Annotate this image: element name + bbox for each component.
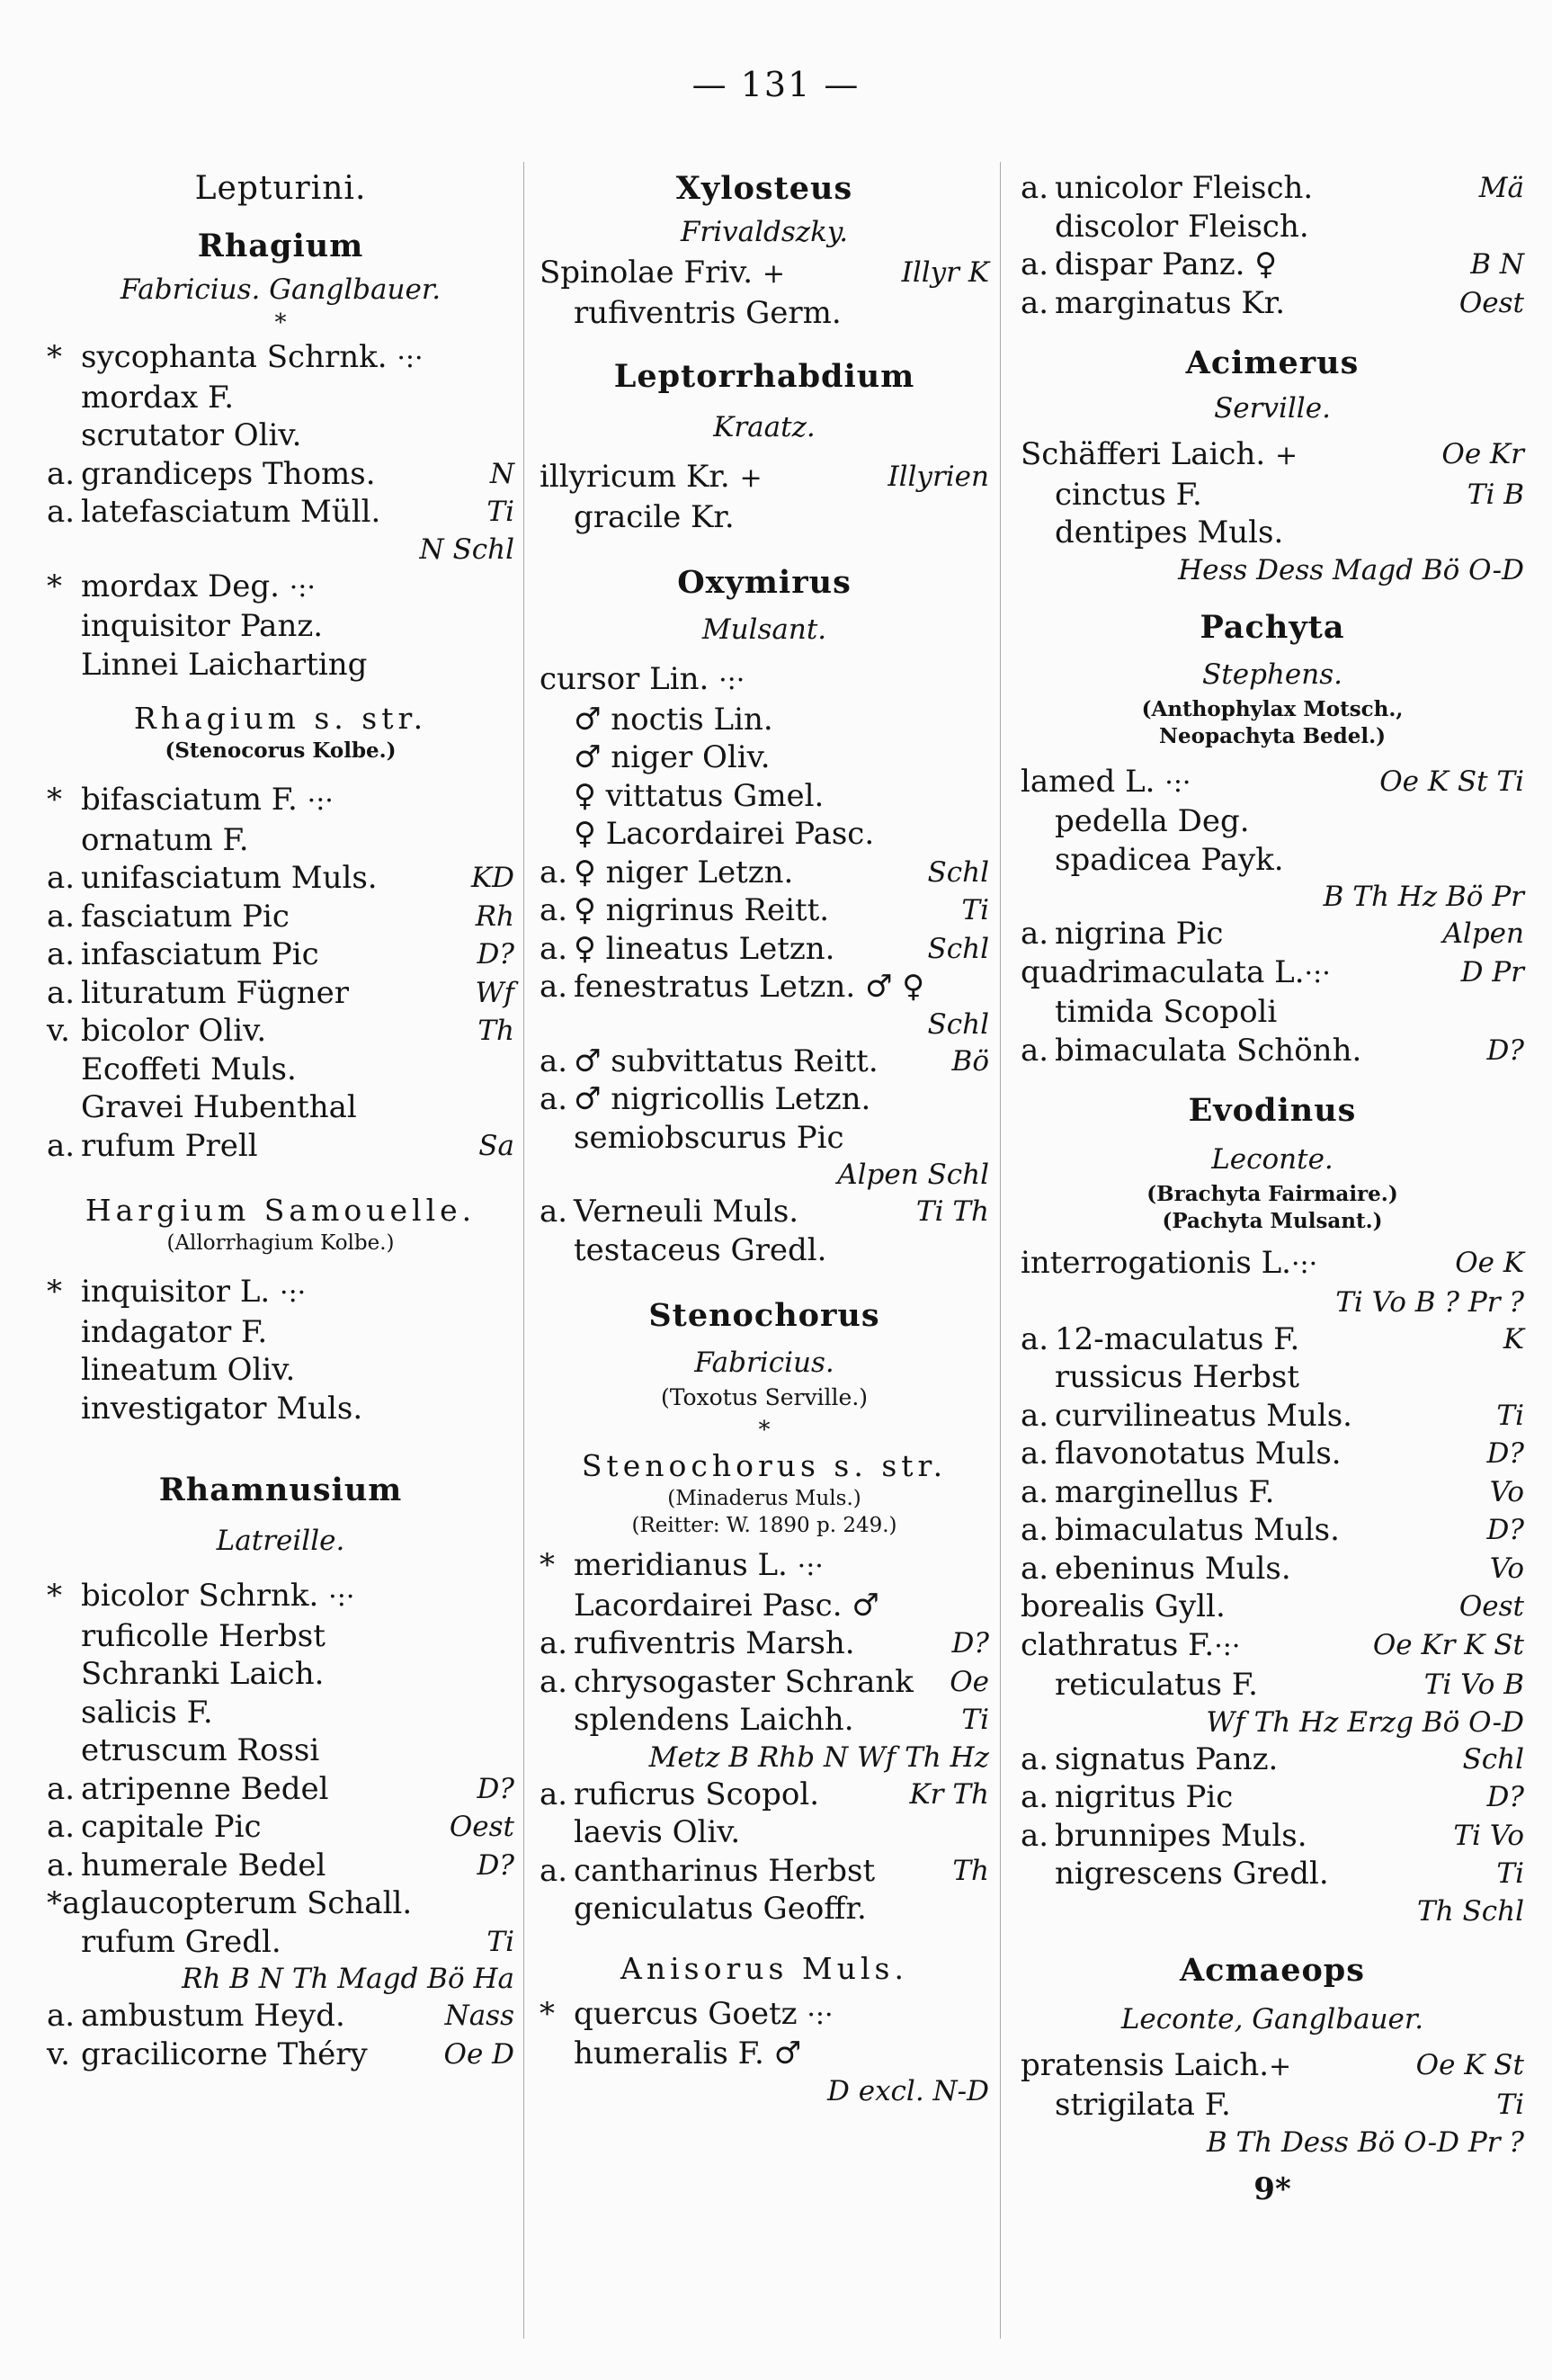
synonym-entry: discolor Fleisch. xyxy=(1055,208,1309,245)
synonym-entry: gracile Kr. xyxy=(574,498,735,535)
genus-heading: Oxymirus xyxy=(677,564,852,601)
species-entry: * bifasciatum F. ·:· xyxy=(47,782,334,818)
genus-heading: Acimerus xyxy=(1185,344,1360,381)
species-entry: * bicolor Schrnk. ·:· xyxy=(47,1578,355,1614)
signature-mark: 9* xyxy=(1253,2170,1291,2207)
aberration-entry: a. grandiceps Thoms. N xyxy=(47,455,514,492)
subgenus-note: (Reitter: W. 1890 p. 249.) xyxy=(631,1514,897,1537)
locality-line: B Th Dess Bö O-D Pr ? xyxy=(1206,2125,1524,2159)
genus-author: Fabricius. Ganglbauer. xyxy=(120,273,442,306)
aberration-entry: a. ambustum Heyd. Nass xyxy=(47,1998,514,2034)
aberration-entry: a. fasciatum Pic Rh xyxy=(47,898,514,935)
synonym-entry: spadicea Payk. xyxy=(1055,841,1284,878)
genus-author: Kraatz. xyxy=(713,411,816,443)
species-entry: * meridianus L. ·:· xyxy=(540,1547,824,1583)
aberration-entry: a. ruficrus Scopol. Kr Th xyxy=(540,1776,989,1812)
genus-heading: Rhagium xyxy=(197,228,364,264)
column-3 xyxy=(1021,169,1524,2209)
synonym-entry: reticulatus F. Ti Vo B xyxy=(1055,1667,1524,1703)
column-divider xyxy=(523,162,524,2339)
species-entry: illyricum Kr. + Illyrien xyxy=(540,459,989,495)
aberration-entry: a. chrysogaster Schrank Oe xyxy=(540,1663,989,1700)
genus-author: Serville. xyxy=(1214,392,1331,425)
synonym-entry: semiobscurus Pic xyxy=(574,1119,844,1156)
aberration-entry: a. lituratum Fügner Wf xyxy=(47,974,514,1011)
synonym-entry: ♀ vittatus Gmel. xyxy=(574,777,825,814)
synonym-entry: mordax F. xyxy=(81,379,235,416)
synonym-entry: ornatum F. xyxy=(81,821,249,858)
synonym-entry: indagator F. xyxy=(81,1313,268,1350)
species-entry: borealis Gyll. Oest xyxy=(1021,1588,1524,1624)
species-entry: interrogationis L.·:· Oe K xyxy=(1021,1245,1524,1281)
synonym-entry: cinctus F. Ti B xyxy=(1055,476,1524,513)
aberration-entry: a. bimaculata Schönh. D? xyxy=(1021,1032,1524,1069)
aberration-entry: a. curvilineatus Muls. Ti xyxy=(1021,1397,1524,1434)
aberration-entry: a. capitale Pic Oest xyxy=(47,1809,514,1845)
species-entry: quadrimaculata L.·:· D Pr xyxy=(1021,953,1524,990)
aberration-entry: a. bimaculatus Muls. D? xyxy=(1021,1512,1524,1548)
species-entry: * quercus Goetz ·:· xyxy=(540,1995,834,2032)
page-number: — 131 — xyxy=(691,65,861,104)
synonym-entry: dentipes Muls. xyxy=(1055,514,1284,550)
synonym-entry: etruscum Rossi xyxy=(81,1732,320,1768)
locality-line: Th Schl xyxy=(1417,1894,1524,1928)
genus-note: Neopachyta Bedel.) xyxy=(1158,723,1387,748)
species-entry: lamed L. ·:· Oe K St Ti xyxy=(1021,763,1524,800)
column-divider xyxy=(1000,162,1001,2339)
aberration-entry: a. humerale Bedel D? xyxy=(47,1847,514,1883)
subgenus-heading: Hargium Samouelle. xyxy=(85,1193,477,1228)
genus-author: Stephens. xyxy=(1202,658,1342,691)
aberration-entry: a. brunnipes Muls. Ti Vo xyxy=(1021,1817,1524,1854)
aberration-entry: a. infasciatum Pic D? xyxy=(47,936,514,972)
aberration-entry: a. marginellus F. Vo xyxy=(1021,1473,1524,1510)
species-entry: Spinolae Friv. + Illyr K xyxy=(540,255,989,291)
subgenus-heading: Stenochorus s. str. xyxy=(581,1448,948,1483)
synonym-entry: laevis Oliv. xyxy=(574,1814,741,1850)
synonym-entry: strigilata F. Ti xyxy=(1055,2087,1524,2123)
species-entry: * mordax Deg. ·:· xyxy=(47,568,316,604)
genus-heading: Evodinus xyxy=(1188,1092,1357,1129)
synonym-entry: splendens Laichh. Ti xyxy=(574,1702,989,1738)
subgenus-heading: Anisorus Muls. xyxy=(620,1950,908,1986)
aberration-entry: a. atripenne Bedel D? xyxy=(47,1770,514,1807)
synonym-entry: rufiventris Germ. xyxy=(574,294,842,331)
column-2 xyxy=(540,169,989,2109)
aberration-entry: *a.glaucopterum Schall. xyxy=(47,1885,413,1921)
species-entry: pratensis Laich.+ Oe K St xyxy=(1021,2046,1524,2083)
locality-line: N Schl xyxy=(419,532,514,566)
synonym-entry: testaceus Gredl. xyxy=(574,1231,827,1268)
synonym-entry: ruficolle Herbst xyxy=(81,1617,326,1654)
synonym-entry: pedella Deg. xyxy=(1055,803,1250,839)
separator-asterisk: * xyxy=(758,1417,771,1444)
genus-heading: Stenochorus xyxy=(648,1297,880,1334)
aberration-entry: a. ♂ subvittatus Reitt. Bö xyxy=(540,1042,989,1079)
genus-heading: Leptorrhabdium xyxy=(613,358,915,395)
genus-author: Fabricius. xyxy=(694,1347,834,1379)
synonym-entry: ♂ noctis Lin. xyxy=(574,701,773,738)
synonym-entry: lineatum Oliv. xyxy=(81,1352,296,1388)
aberration-entry: a. ♀ nigrinus Reitt. Ti xyxy=(540,892,989,928)
synonym-entry: geniculatus Geoffr. xyxy=(574,1891,867,1927)
locality-line: D excl. N-D xyxy=(827,2074,989,2107)
aberration-entry: a. Verneuli Muls. Ti Th xyxy=(540,1194,989,1230)
synonym-entry: Schranki Laich. xyxy=(81,1656,325,1692)
genus-author: Leconte. xyxy=(1211,1143,1333,1176)
variety-entry: v. bicolor Oliv. Th xyxy=(47,1013,514,1049)
locality-line: Alpen Schl xyxy=(837,1159,989,1191)
genus-note: (Toxotus Serville.) xyxy=(660,1384,869,1410)
synonym-entry: rufum Gredl. Ti xyxy=(81,1923,514,1960)
synonym-entry: Linnei Laicharting xyxy=(81,646,368,683)
synonym-entry: ♀ Lacordairei Pasc. xyxy=(574,816,875,852)
subgenus-note: (Minaderus Muls.) xyxy=(667,1487,861,1510)
subgenus-note: (Allorrhagium Kolbe.) xyxy=(166,1231,395,1255)
aberration-entry: a. nigritus Pic D? xyxy=(1021,1779,1524,1815)
genus-author: Leconte, Ganglbauer. xyxy=(1120,2002,1424,2036)
aberration-entry: a. ebeninus Muls. Vo xyxy=(1021,1550,1524,1587)
locality-line: Rh B N Th Magd Bö Ha xyxy=(182,1963,514,1995)
aberration-entry: a. marginatus Kr. Oest xyxy=(1021,284,1524,321)
aberration-entry: a. flavonotatus Muls. D? xyxy=(1021,1436,1524,1472)
tribe-heading: Lepturini. xyxy=(194,170,367,207)
synonym-entry: Lacordairei Pasc. ♂ xyxy=(574,1587,879,1624)
aberration-entry: a. cantharinus Herbst Th xyxy=(540,1852,989,1889)
variety-entry: v. gracilicorne Théry Oe D xyxy=(47,2036,514,2072)
aberration-entry: a. signatus Panz. Schl xyxy=(1021,1740,1524,1777)
synonym-entry: Gravei Hubenthal xyxy=(81,1089,357,1125)
aberration-entry: a. dispar Panz. ♀ B N xyxy=(1021,246,1524,282)
locality-line: Schl xyxy=(927,1007,989,1041)
synonym-entry: inquisitor Panz. xyxy=(81,608,324,644)
species-entry: * inquisitor L. ·:· xyxy=(47,1274,307,1310)
synonym-entry: scrutator Oliv. xyxy=(81,417,302,453)
genus-author: Frivaldszky. xyxy=(680,216,849,248)
aberration-entry: a. nigrina Pic Alpen xyxy=(1021,916,1524,952)
locality-line: Metz B Rhb N Wf Th Hz xyxy=(648,1740,989,1774)
synonym-entry: ♂ niger Oliv. xyxy=(574,739,771,775)
species-entry: clathratus F.·:· Oe Kr K St xyxy=(1021,1626,1524,1663)
aberration-entry: a. ♂ nigricollis Letzn. xyxy=(540,1081,871,1117)
synonym-entry: humeralis F. ♂ xyxy=(574,2036,802,2071)
subgenus-note: (Stenocorus Kolbe.) xyxy=(165,738,397,763)
aberration-entry: a. unifasciatum Muls. KD xyxy=(47,860,514,896)
aberration-entry: a. rufum Prell Sa xyxy=(47,1127,514,1164)
synonym-entry: salicis F. xyxy=(81,1694,213,1731)
synonym-entry: russicus Herbst xyxy=(1055,1359,1300,1395)
species-entry: Schäfferi Laich. + Oe Kr xyxy=(1021,436,1524,472)
aberration-entry: a. ♀ lineatus Letzn. Schl xyxy=(540,930,989,967)
column-1 xyxy=(47,169,514,2073)
genus-note: (Pachyta Mulsant.) xyxy=(1162,1209,1383,1233)
aberration-entry: a. fenestratus Letzn. ♂ ♀ xyxy=(540,969,925,1005)
aberration-entry: a. 12-maculatus F. K xyxy=(1021,1320,1524,1357)
species-entry: * sycophanta Schrnk. ·:· xyxy=(47,339,424,375)
genus-author: Latreille. xyxy=(216,1525,345,1557)
locality-line: Hess Dess Magd Bö O-D xyxy=(1178,553,1524,586)
locality-line: B Th Hz Bö Pr xyxy=(1323,881,1524,913)
genus-note: (Brachyta Fairmaire.) xyxy=(1146,1182,1398,1206)
genus-heading: Acmaeops xyxy=(1180,1951,1365,1989)
aberration-entry: a. unicolor Fleisch. Mä xyxy=(1021,170,1524,206)
subgenus-heading: Rhagium s. str. xyxy=(133,701,428,736)
locality-line: Wf Th Hz Erzg Bö O-D xyxy=(1206,1705,1524,1739)
separator-asterisk: * xyxy=(274,309,287,336)
synonym-entry: Ecoffeti Muls. xyxy=(81,1051,297,1087)
genus-heading: Pachyta xyxy=(1200,608,1345,646)
synonym-entry: nigrescens Gredl. Ti xyxy=(1055,1856,1524,1892)
genus-note: (Anthophylax Motsch., xyxy=(1141,696,1404,721)
aberration-entry: a. rufiventris Marsh. D? xyxy=(540,1625,989,1661)
species-entry: cursor Lin. ·:· xyxy=(540,661,745,697)
synonym-entry: timida Scopoli xyxy=(1055,994,1278,1030)
genus-heading: Xylosteus xyxy=(675,170,853,207)
aberration-entry: a. latefasciatum Müll. Ti xyxy=(47,494,514,530)
genus-heading: Rhamnusium xyxy=(158,1472,403,1508)
genus-author: Mulsant. xyxy=(701,613,827,646)
aberration-entry: a. ♀ niger Letzn. Schl xyxy=(540,854,989,890)
locality-line: Ti Vo B ? Pr ? xyxy=(1335,1285,1524,1319)
synonym-entry: investigator Muls. xyxy=(81,1390,363,1427)
